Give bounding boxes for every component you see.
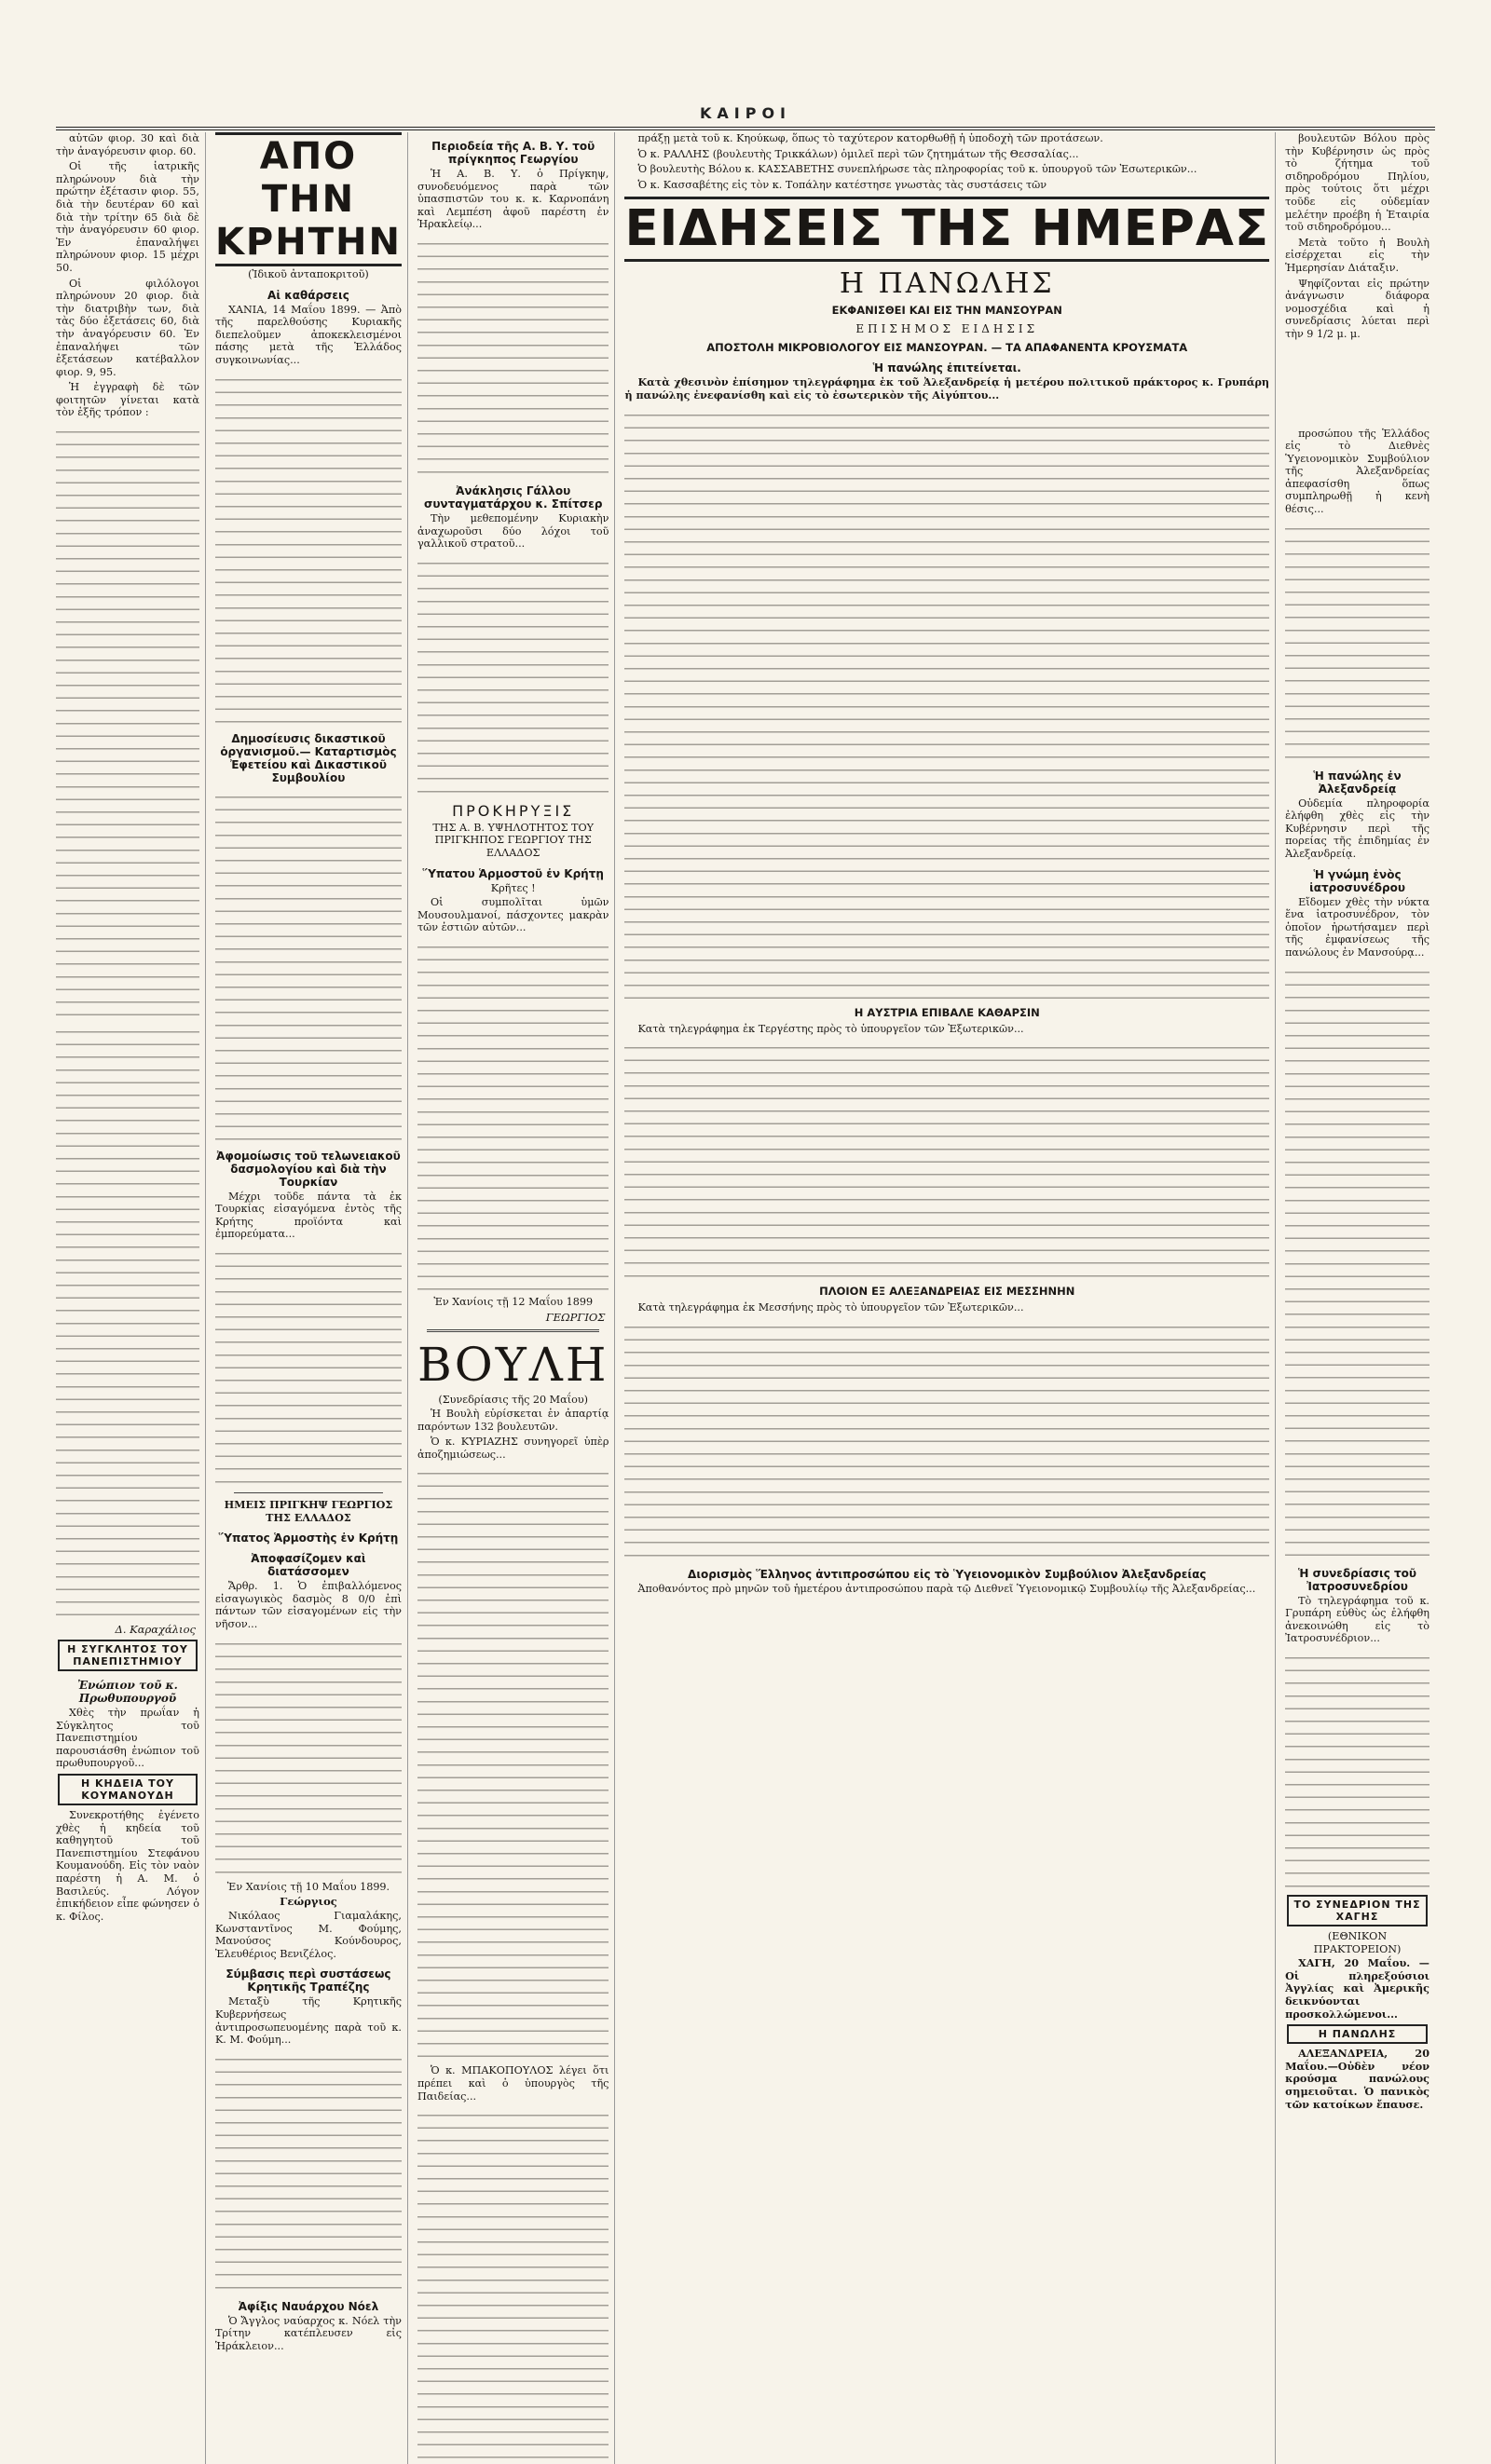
proclamation-title: ΠΡΟΚΗΡΥΞΙΣ xyxy=(452,801,575,820)
column-1 xyxy=(56,132,206,2464)
column-4 xyxy=(624,132,1276,2464)
paragraph: Ἡ ἐγγραφὴ δὲ τῶν φοιτητῶν γίνεται κατὰ τὸν ἑξῆς τρόπον : xyxy=(56,381,199,419)
paragraph: Ὁ κ. Κασσαβέτης εἰς τὸν κ. Τοπάλην κατέστησε γνωστὰς τὰς συστάσεις τῶν xyxy=(637,178,1047,191)
paragraph: Ἄρθρ. 1. Ὁ ἐπιβαλλόμενος εἰσαγωγικὸς δασμὸς 8 0/0 ἐπὶ πάντων τῶν εἰσαγομένων εἰς τὴν νῆσον... xyxy=(214,1580,402,1630)
subheading: Ἀφίξις Ναυάρχου Νόελ xyxy=(238,2299,379,2313)
paragraph: ΑΛΕΞΑΝΔΡΕΙΑ, 20 Μαΐου.—Οὐδὲν νέον κρούσμα πανώλους σημειοῦται. Ὁ πανικὸς τῶν κατοίκων ἔπαυσε. xyxy=(1285,2047,1429,2111)
paragraph: Κατὰ τηλεγράφημα ἐκ Τεργέστης πρὸς τὸ ὑπουργεῖον τῶν Ἐξωτερικῶν... xyxy=(637,1022,1024,1035)
body-text-block xyxy=(417,938,609,1292)
signature: Γεώργιος xyxy=(280,1895,337,1909)
proclamation-address: Κρῆτες ! xyxy=(490,881,536,894)
parliament-subtitle: (Συνεδρίασις τῆς 20 Μαΐου) xyxy=(438,1393,588,1406)
body-text-block xyxy=(1285,1649,1429,1891)
plague-heading: Η ΠΑΝΩΛΗΣ xyxy=(839,267,1055,301)
body-text-block xyxy=(1285,963,1429,1559)
masthead xyxy=(56,104,1435,130)
signatories: Νικόλαος Γιαμαλάκης, Κωνσταντῖνος Μ. Φούμης, Μανούσος Κούνδουρος, Ἐλευθέριος Βενιζέλος. xyxy=(214,1910,402,1960)
official-news-heading: ΕΠΙΣΗΜΟΣ ΕΙΔΗΣΙΣ xyxy=(855,322,1039,336)
paragraph: Ψηφίζονται εἰς πρώτην ἀνάγνωσιν διάφορα νομοσχέδια καὶ ἡ συνεδρίασις λύεται περὶ τὴν 9 1/2 μ. μ. xyxy=(1285,277,1429,340)
subheading: Ἡ συνεδρίασις τοῦ Ἰατροσυνεδρίου xyxy=(1298,1566,1417,1593)
paragraph: Ὁ κ. ΡΑΛΛΗΣ (βουλευτὴς Τρικκάλων) ὁμιλεῖ περὶ τῶν ζητημάτων τῆς Θεσσαλίας... xyxy=(637,147,1079,160)
body-text-block xyxy=(624,1318,1269,1560)
subheading: Η ΑΥΣΤΡΙΑ ΕΠΙΒΑΛΕ ΚΑΘΑΡΣΙΝ xyxy=(854,1005,1040,1019)
paragraph: Τὸ τηλεγράφημα τοῦ κ. Γρυπάρη εὐθὺς ὡς ἐλήφθη ἀνεκοινώθη εἰς τὸ Ἰατροσυνέδριον... xyxy=(1285,1594,1429,1645)
section-heading: Η ΚΗΔΕΙΑ ΤΟΥ ΚΟΥΜΑΝΟΥΔΗ xyxy=(58,1774,198,1805)
proclamation-date: Ἐν Χανίοις τῇ 12 Μαΐου 1899 xyxy=(433,1295,594,1308)
subheading: ΠΛΟΙΟΝ ΕΞ ΑΛΕΞΑΝΔΡΕΙΑΣ ΕΙΣ ΜΕΣΣΗΝΗΝ xyxy=(819,1285,1075,1299)
paragraph: ΧΑΝΙΑ, 14 Μαΐου 1899. — Ἀπὸ τῆς παρελθούσης Κυριακῆς διεπελοῦμεν ἀποκεκλεισμένοι πάσης μετὰ τῆς Ἑλλάδος συγκοινωνίας... xyxy=(214,303,402,366)
paragraph: Ἡ Βουλὴ εὑρίσκεται ἐν ἀπαρτίᾳ παρόντων 132 βουλευτῶν. xyxy=(417,1408,609,1433)
body-text-block xyxy=(215,371,402,725)
paragraph: Ὁ Ἄγγλος ναύαρχος κ. Νόελ τὴν Τρίτην κατέπλευσεν εἰς Ἡράκλειον... xyxy=(214,2314,402,2353)
section-heading: Η ΣΥΓΚΛΗΤΟΣ ΤΟΥ ΠΑΝΕΠΙΣΤΗΜΙΟΥ xyxy=(58,1640,198,1671)
subheading: ΑΠΟΣΤΟΛΗ ΜΙΚΡΟΒΙΟΛΟΓΟΥ ΕΙΣ ΜΑΝΣΟΥΡΑΝ. — ΤΑ ΑΠΑΦΑΝΕΝΤΑ ΚΡΟΥΣΜΑΤΑ xyxy=(706,341,1188,355)
news-of-the-day-headline: ΕΙΔΗΣΕΙΣ ΤΗΣ ΗΜΕΡΑΣ xyxy=(624,197,1269,262)
body-text-block xyxy=(417,554,609,796)
body-text-block xyxy=(215,1635,402,1877)
subheading: Ἡ γνώμη ἑνὸς ἰατροσυνέδρου xyxy=(1309,867,1405,894)
body-text-block xyxy=(417,235,609,477)
paragraph: πράξῃ μετὰ τοῦ κ. Κηούκωφ, ὅπως τὸ ταχύτερον κατορθωθῇ ἡ ὑποδοχὴ τῶν προτάσεων. xyxy=(637,132,1103,144)
column-3 xyxy=(417,132,615,2464)
columns xyxy=(56,132,1435,2353)
paragraph: Ὁ κ. ΜΠΑΚΟΠΟΥΛΟΣ λέγει ὅτι πρέπει καὶ ὁ ὑπουργὸς τῆς Παιδείας... xyxy=(417,2064,609,2103)
paragraph: Ὁ βουλευτὴς Βόλου κ. ΚΑΣΣΑΒΕΤΗΣ συνεπλήρωσε τὰς πληροφορίας τοῦ κ. ὑπουργοῦ τῶν Ἐσωτερικῶν... xyxy=(637,163,1197,176)
paragraph: αὐτῶν φιορ. 30 καὶ διὰ τὴν ἀναγόρευσιν φιορ. 60. xyxy=(56,132,199,157)
subheading: Ἐνώπιον τοῦ κ. Πρωθυπουργοῦ xyxy=(77,1679,178,1706)
body-text-block xyxy=(215,788,402,1142)
signature: ΓΕΩΡΓΙΟΣ xyxy=(545,1310,606,1324)
subheading: Ἀποφασίζομεν καὶ διατάσσομεν xyxy=(251,1552,366,1579)
body-text-block xyxy=(1285,520,1429,762)
paragraph: προσώπου τῆς Ἑλλάδος εἰς τὸ Διεθνὲς Ὑγειονομικὸν Συμβούλιον τῆς Ἀλεξανδρείας ἀπεφασίσθη ὅπως συμπληρωθῇ ἡ κενὴ θέσις... xyxy=(1285,427,1429,516)
column-2 xyxy=(215,132,408,2464)
body-text-block xyxy=(624,406,1269,1002)
divider xyxy=(234,1492,383,1493)
paragraph: Κατὰ χθεσινὸν ἐπίσημον τηλεγράφημα ἐκ τοῦ Ἀλεξανδρείᾳ ἡ μετέρου πολιτικοῦ πράκτορος κ. Γρυπάρη ἡ πανώλης ἐνεφανίσθη καὶ εἰς τὸ ἐσωτερικὸν τῆς Αἰγύπτου... xyxy=(624,375,1270,402)
subheading: Δημοσίευσις δικαστικοῦ ὀργανισμοῦ.— Καταρτισμὸς Ἐφετείου καὶ Δικαστικοῦ Συμβουλίου xyxy=(220,731,397,784)
body-text-block xyxy=(215,2050,402,2293)
spacer xyxy=(1285,344,1429,428)
paragraph: Μέχρι τοῦδε πάντα τὰ ἐκ Τουρκίας εἰσαγόμενα ἐντὸς τῆς Κρήτης προϊόντα καὶ ἐμπορεύματα... xyxy=(214,1190,402,1241)
headline-crete: ΑΠΟ ΤΗΝ ΚΡΗΤΗΝ xyxy=(215,132,402,266)
section-heading: ΤΟ ΣΥΝΕΔΡΙΟΝ ΤΗΣ ΧΑΓΗΣ xyxy=(1287,1895,1428,1926)
paragraph: Συνεκροτήθης ἐγένετο χθὲς ἡ κηδεία τοῦ καθηγητοῦ τοῦ Πανεπιστημίου Στεφάνου Κουμανούδη. Εἰς τὸν ναὸν παρέστη ἡ Α. Μ. ὁ Βασιλεύς. Λόγον ἐπικήδειον εἶπε φώνησεν ὁ κ. Φίλος. xyxy=(56,1809,199,1923)
paragraph: Εἴδομεν χθὲς τὴν νύκτα ἕνα ἰατροσυνέδρον, τὸν ὁποῖον ἠρωτήσαμεν περὶ τῆς ἐμφανίσεως τῆς πανώλους ἐν Μανσούρᾳ... xyxy=(1285,895,1429,959)
body-text-block xyxy=(624,1039,1269,1281)
paragraph: Οἱ φιλόλογοι πληρώνουν 20 φιορ. διὰ τὴν διατριβὴν των, διὰ τὰς δύο ἐξετάσεις 60, διὰ τὴν ἀναγόρευσιν 60. Ἐν ἐπαναλήψει τῶν ἐξετάσεων κατέβαλλον φιορ. 9, 95. xyxy=(56,277,199,378)
paragraph: Ἀποθανόντος πρὸ μηνῶν τοῦ ἡμετέρου ἀντιπροσώπου παρὰ τῷ Διεθνεῖ Ὑγειονομικῷ Συμβουλίῳ τῆς Ἀλεξανδρείας... xyxy=(637,1582,1256,1595)
masthead-title: ΚΑΙΡΟΙ xyxy=(699,104,791,122)
subheading: Αἱ καθάρσεις xyxy=(267,288,349,302)
paragraph: βουλευτῶν Βόλου πρὸς τὴν Κυβέρνησιν ὡς πρὸς τὸ ζήτημα τοῦ σιδηροδρόμου Πηλίου, πρὸς τούτοις ὅτι μέχρι τοῦδε εἰς οὐδεμίαν μελέτην προέβη ἡ Ἑταιρία τοῦ σιδηροδρόμου... xyxy=(1285,132,1429,234)
body-text-block xyxy=(56,1023,199,1619)
subheading: Ἡ πανώλης ἐπιτείνεται. xyxy=(872,361,1021,375)
body-text-block xyxy=(56,423,199,1019)
body-text-block xyxy=(417,1464,609,2061)
agency-credit: (ΕΘΝΙΚΟΝ ΠΡΑΚΤΟΡΕΙΟΝ) xyxy=(1313,1929,1402,1955)
paragraph: Οἱ τῆς ἰατρικῆς πληρώνουν διὰ τὴν πρώτην ἐξέτασιν φιορ. 55, διὰ τὴν δευτέραν 60 καὶ διὰ τὴν τρίτην 65 διὰ δὲ τὴν ἀναγόρευσιν 60 φιορ. Ἐν ἐπαναλήψει πληρώνουν φιορ. 15 μέχρι 50. xyxy=(56,160,199,274)
subheading: Ἀνάκλησις Γάλλου συνταγματάρχου κ. Σπίτσερ xyxy=(423,483,603,510)
paragraph: Μετὰ τοῦτο ἡ Βουλὴ εἰσέρχεται εἰς τὴν Ἡμερησίαν Διάταξιν. xyxy=(1285,236,1429,274)
subheading: Ἡ πανώλης ἐν Ἀλεξανδρείᾳ xyxy=(1313,769,1402,796)
section-heading: Η ΠΑΝΩΛΗΣ xyxy=(1287,2024,1428,2044)
decree-date: Ἐν Χανίοις τῇ 10 Μαΐου 1899. xyxy=(226,1880,390,1893)
body-text-block xyxy=(215,1245,402,1487)
proclamation-subtitle: ΤΗΣ Α. Β. ΥΨΗΛΟΤΗΤΟΣ ΤΟΥ ΠΡΙΓΚΗΠΟΣ ΓΕΩΡΓΙΟΥ ΤΗΣ ΕΛΛΑΔΟΣ xyxy=(432,821,595,859)
subheading: ΕΚΦΑΝΙΣΘΕΙ ΚΑΙ ΕΙΣ ΤΗΝ ΜΑΝΣΟΥΡΑΝ xyxy=(831,304,1062,318)
subheading: Ἀφομοίωσις τοῦ τελωνειακοῦ δασμολογίου καὶ διὰ τὴν Τουρκίαν xyxy=(216,1149,401,1189)
subheading: Σύμβασις περὶ συστάσεως Κρητικῆς Τραπέζης xyxy=(226,1967,391,1994)
subheading: Περιοδεία τῆς Α. Β. Υ. τοῦ πρίγκηπος Γεωργίου xyxy=(431,140,595,166)
decree-heading: ΗΜΕΙΣ ΠΡΙΓΚΗΨ ΓΕΩΡΓΙΟΣ ΤΗΣ ΕΛΛΑΔΟΣ xyxy=(224,1497,393,1524)
subheading: Ὕπατος Ἁρμοστὴς ἐν Κρήτῃ xyxy=(218,1531,399,1545)
byline: (Ἰδικοῦ ἀνταποκριτοῦ) xyxy=(248,268,369,280)
divider xyxy=(427,1329,599,1332)
paragraph: Μεταξὺ τῆς Κρητικῆς Κυβερνήσεως ἀντιπροσωπευομένης παρὰ τοῦ κ. Κ. Μ. Φούμη... xyxy=(214,1995,402,2047)
paragraph: Χθὲς τὴν πρωΐαν ἡ Σύγκλητος τοῦ Πανεπιστημίου παρουσιάσθη ἐνώπιον τοῦ πρωθυπουργοῦ... xyxy=(56,1707,199,1770)
paragraph: Ἡ Α. Β. Υ. ὁ Πρίγκηψ, συνοδευόμενος παρὰ τῶν ὑπασπιστῶν του κ. κ. Καρνοπάνη καὶ Λεμπέση ἀφοῦ παρέστη ἐν Ἡρακλείῳ... xyxy=(417,168,609,231)
signature: Δ. Καραχάλιος xyxy=(115,1623,196,1637)
paragraph: Κατὰ τηλεγράφημα ἐκ Μεσσήνης πρὸς τὸ ὑπουργεῖον τῶν Ἐξωτερικῶν... xyxy=(637,1301,1024,1314)
paragraph: Ὁ κ. ΚΥΡΙΑΖΗΣ συνηγορεῖ ὑπὲρ ἀποζημιώσεως... xyxy=(417,1436,609,1461)
paragraph: Οὐδεμία πληροφορία ἐλήφθη χθὲς εἰς τὴν Κυβέρνησιν περὶ τῆς πορείας τῆς ἐπιδημίας ἐν Ἀλεξανδρείᾳ. xyxy=(1285,796,1429,861)
column-5 xyxy=(1285,132,1435,2464)
body-text-block xyxy=(417,2106,609,2460)
subheading: Ὕπατου Ἁρμοστοῦ ἐν Κρήτῃ xyxy=(422,866,604,880)
paragraph: Τὴν μεθεπομένην Κυριακὴν ἀναχωροῦσι δύο λόχοι τοῦ γαλλικοῦ στρατοῦ... xyxy=(417,511,609,551)
paragraph: ΧΑΓΗ, 20 Μαΐου. — Οἱ πληρεξούσιοι Ἀγγλίας καὶ Ἀμερικῆς δεικνύονται προσκολλώμενοι... xyxy=(1285,1956,1429,2021)
subheading: Διορισμὸς Ἕλληνος ἀντιπροσώπου εἰς τὸ Ὑγειονομικὸν Συμβούλιον Ἀλεξανδρείας xyxy=(688,1567,1207,1581)
paragraph: Οἱ συμπολῖται ὑμῶν Μουσουλμανοί, πάσχοντες μακρὰν τῶν ἑστιῶν αὐτῶν... xyxy=(417,896,609,934)
parliament-heading: ΒΟΥΛΗ xyxy=(417,1337,609,1392)
